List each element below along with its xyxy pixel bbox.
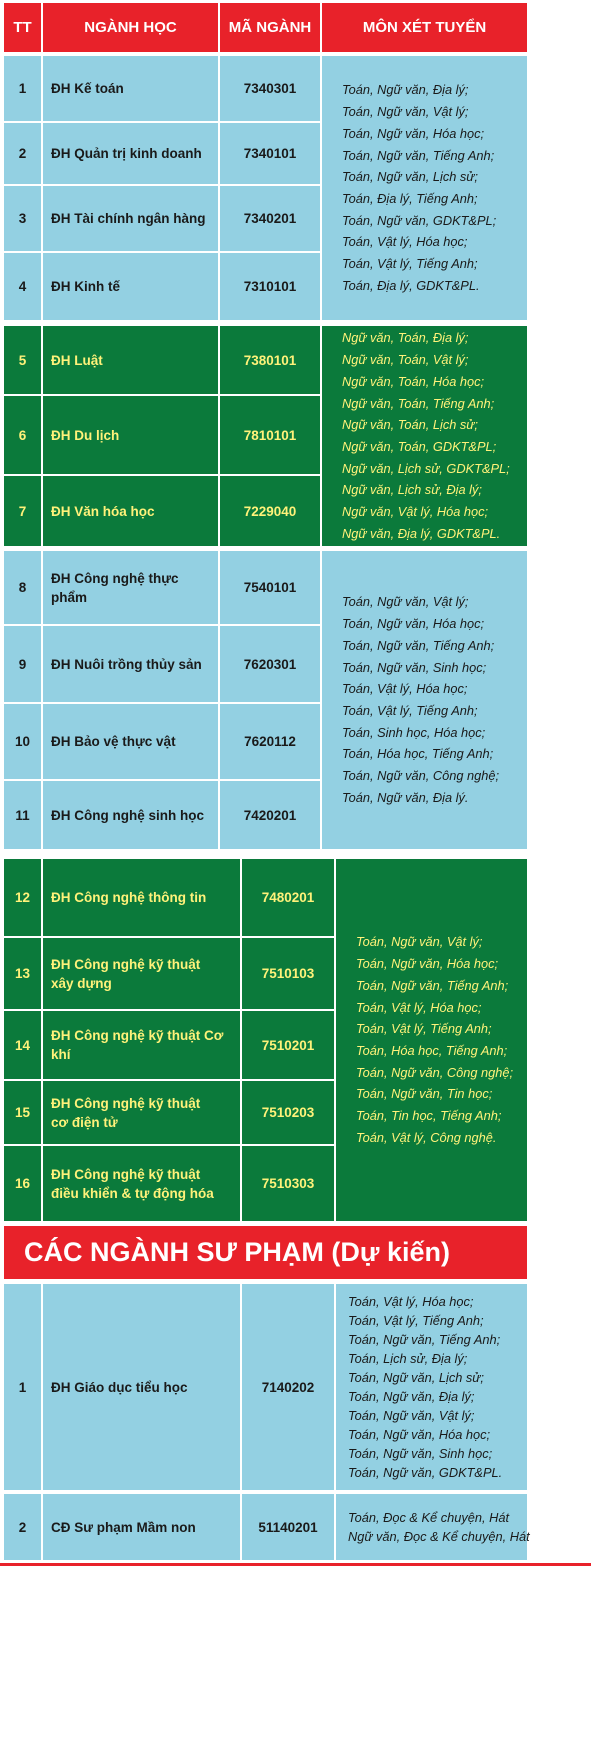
subject-combination: Toán, Hóa học, Tiếng Anh;: [342, 746, 494, 762]
major-name: ĐH Công nghệ kỹ thuật cơ điện tử: [43, 1081, 240, 1144]
row-number: 13: [4, 938, 41, 1009]
major-name: ĐH Giáo dục tiểu học: [43, 1284, 240, 1490]
row-number: 10: [4, 704, 41, 779]
row-number: 1: [4, 1284, 41, 1490]
subject-combinations: [322, 56, 527, 320]
major-code: 7510201: [242, 1011, 334, 1079]
subject-combination: Ngữ văn, Toán, Tiếng Anh;: [342, 395, 495, 411]
subject-combination: Toán, Ngữ văn, Địa lý;: [342, 82, 469, 98]
subject-combination: Toán, Ngữ văn, Vật lý;: [348, 1408, 475, 1423]
subject-combinations: [322, 551, 527, 849]
subject-combination: Toán, Ngữ văn, Hóa học;: [348, 1427, 491, 1442]
major-name: ĐH Công nghệ sinh học: [43, 781, 218, 849]
major-code: 7140202: [242, 1284, 334, 1490]
subject-combination: Toán, Ngữ văn, Công nghệ;: [356, 1064, 514, 1080]
subject-combinations: [322, 326, 527, 546]
major-code: 7620301: [220, 626, 320, 702]
row-number: 2: [4, 1494, 41, 1560]
subject-combination: Toán, Ngữ văn, Sinh học;: [342, 659, 487, 675]
major-code: 7340101: [220, 123, 320, 184]
subject-combination: Toán, Ngữ văn, Hóa học;: [342, 616, 485, 632]
subject-combination: Ngữ văn, Toán, GDKT&PL;: [342, 439, 497, 454]
subject-combination: Toán, Ngữ văn, Vật lý;: [342, 104, 469, 120]
subject-combination: Toán, Ngữ văn, Công nghệ;: [342, 768, 500, 784]
row-number: 11: [4, 781, 41, 849]
major-code: 7510103: [242, 938, 334, 1009]
row-number: 12: [4, 859, 41, 936]
subject-combination: Toán, Ngữ văn, Tiếng Anh;: [348, 1332, 501, 1347]
row-number: 1: [4, 56, 41, 121]
subject-combinations: [336, 859, 527, 1221]
header-mon-xet-tuyen: MÔN XÉT TUYỂN: [322, 3, 527, 52]
major-name: ĐH Công nghệ thông tin: [43, 859, 240, 936]
subject-combination: Toán, Vật lý, Tiếng Anh;: [342, 256, 478, 272]
row-number: 5: [4, 326, 41, 394]
subject-combination: Toán, Ngữ văn, Địa lý;: [348, 1389, 475, 1404]
row-number: 16: [4, 1146, 41, 1221]
subject-combinations: [336, 1284, 527, 1490]
subject-combination: Toán, Ngữ văn, Hóa học;: [342, 125, 485, 141]
section-title: CÁC NGÀNH SƯ PHẠM (Dự kiến): [4, 1226, 527, 1279]
major-name: ĐH Du lịch: [43, 396, 218, 474]
subject-combination: Toán, Ngữ văn, Sinh học;: [348, 1446, 493, 1461]
subject-combination: Toán, Vật lý, Hóa học;: [342, 681, 468, 697]
subject-combination: Toán, Đọc & Kể chuyện, Hát: [348, 1510, 510, 1525]
subject-combination: Toán, Vật lý, Tiếng Anh;: [348, 1313, 484, 1328]
row-number: 15: [4, 1081, 41, 1144]
major-name: ĐH Văn hóa học: [43, 476, 218, 546]
header-tt: TT: [4, 3, 41, 52]
subject-combination: Ngữ văn, Đọc & Kể chuyện, Hát: [348, 1529, 530, 1544]
subject-combination: Ngữ văn, Vật lý, Hóa học;: [342, 504, 489, 520]
major-code: 51140201: [242, 1494, 334, 1560]
major-name: ĐH Công nghệ kỹ thuật Cơ khí: [43, 1011, 240, 1079]
major-name: ĐH Công nghệ thực phẩm: [43, 551, 218, 624]
row-number: 2: [4, 123, 41, 184]
row-number: 8: [4, 551, 41, 624]
subject-combination: Toán, Vật lý, Hóa học;: [342, 234, 468, 250]
subject-combination: Ngữ văn, Lịch sử, GDKT&PL;: [342, 460, 510, 476]
major-code: 7340301: [220, 56, 320, 121]
major-code: 7229040: [220, 476, 320, 546]
major-code: 7510203: [242, 1081, 334, 1144]
subject-combination: Toán, Tin học, Tiếng Anh;: [356, 1108, 502, 1124]
subject-combination: Toán, Địa lý, Tiếng Anh;: [342, 191, 478, 206]
major-name: ĐH Nuôi trồng thủy sản: [43, 626, 218, 702]
subject-combination: Toán, Hóa học, Tiếng Anh;: [356, 1043, 508, 1058]
bottom-rule: [0, 1563, 591, 1566]
subject-combination: Toán, Vật lý, Tiếng Anh;: [356, 1021, 492, 1037]
major-name: ĐH Quản trị kinh doanh: [43, 123, 218, 184]
major-name: CĐ Sư phạm Mầm non: [43, 1494, 240, 1560]
subject-combination: Ngữ văn, Toán, Lịch sử;: [342, 417, 478, 433]
subject-combination: Toán, Ngữ văn, Tiếng Anh;: [356, 977, 509, 993]
major-name: ĐH Bảo vệ thực vật: [43, 704, 218, 779]
major-code: 7810101: [220, 396, 320, 474]
subject-combination: Ngữ văn, Toán, Địa lý;: [342, 330, 469, 346]
subject-combination: Toán, Ngữ văn, Lịch sử;: [342, 169, 478, 185]
major-name: ĐH Tài chính ngân hàng: [43, 186, 218, 251]
subject-combination: Toán, Vật lý, Hóa học;: [356, 999, 482, 1015]
subject-combination: Ngữ văn, Toán, Hóa học;: [342, 373, 485, 389]
major-name: ĐH Luật: [43, 326, 218, 394]
subject-combination: Toán, Ngữ văn, Tin học;: [356, 1086, 493, 1102]
row-number: 6: [4, 396, 41, 474]
major-code: 7540101: [220, 551, 320, 624]
subject-combination: Toán, Địa lý, GDKT&PL.: [342, 277, 480, 293]
header-ma-nganh: MÃ NGÀNH: [220, 3, 320, 52]
subject-combination: Ngữ văn, Lịch sử, Địa lý;: [342, 482, 482, 498]
subject-combination: Toán, Ngữ văn, GDKT&PL;: [342, 212, 497, 228]
major-code: 7510303: [242, 1146, 334, 1221]
row-number: 14: [4, 1011, 41, 1079]
subject-combination: Toán, Ngữ văn, Vật lý;: [342, 594, 469, 610]
subject-combination: Ngữ văn, Địa lý, GDKT&PL.: [342, 525, 501, 541]
subject-combination: Toán, Ngữ văn, Hóa học;: [356, 956, 499, 972]
subject-combination: Toán, Ngữ văn, Vật lý;: [356, 934, 483, 950]
row-number: 4: [4, 253, 41, 320]
header-nganh-hoc: NGÀNH HỌC: [43, 3, 218, 52]
subject-combination: Toán, Vật lý, Công nghệ.: [356, 1129, 497, 1145]
major-name: ĐH Công nghệ kỹ thuật điều khiển & tự động hóa: [43, 1146, 240, 1221]
subject-combination: Toán, Ngữ văn, GDKT&PL.: [348, 1465, 503, 1480]
subject-combination: Toán, Ngữ văn, Địa lý.: [342, 789, 469, 805]
subject-combination: Toán, Ngữ văn, Tiếng Anh;: [342, 147, 495, 163]
row-number: 3: [4, 186, 41, 251]
major-code: 7340201: [220, 186, 320, 251]
subject-combinations: [336, 1494, 530, 1560]
major-name: ĐH Kế toán: [43, 56, 218, 121]
major-code: 7310101: [220, 253, 320, 320]
subject-combination: Toán, Ngữ văn, Lịch sử;: [348, 1370, 484, 1385]
row-number: 9: [4, 626, 41, 702]
major-code: 7620112: [220, 704, 320, 779]
major-code: 7420201: [220, 781, 320, 849]
subject-combination: Ngữ văn, Toán, Vật lý;: [342, 352, 469, 368]
subject-combination: Toán, Lịch sử, Địa lý;: [348, 1351, 468, 1366]
subject-combination: Toán, Vật lý, Hóa học;: [348, 1294, 474, 1309]
major-name: ĐH Kinh tế: [43, 253, 218, 320]
major-name: ĐH Công nghệ kỹ thuật xây dựng: [43, 938, 240, 1009]
subject-combination: Toán, Sinh học, Hóa học;: [342, 724, 486, 740]
subject-combination: Toán, Vật lý, Tiếng Anh;: [342, 703, 478, 718]
major-code: 7480201: [242, 859, 334, 936]
major-code: 7380101: [220, 326, 320, 394]
row-number: 7: [4, 476, 41, 546]
subject-combination: Toán, Ngữ văn, Tiếng Anh;: [342, 637, 495, 653]
